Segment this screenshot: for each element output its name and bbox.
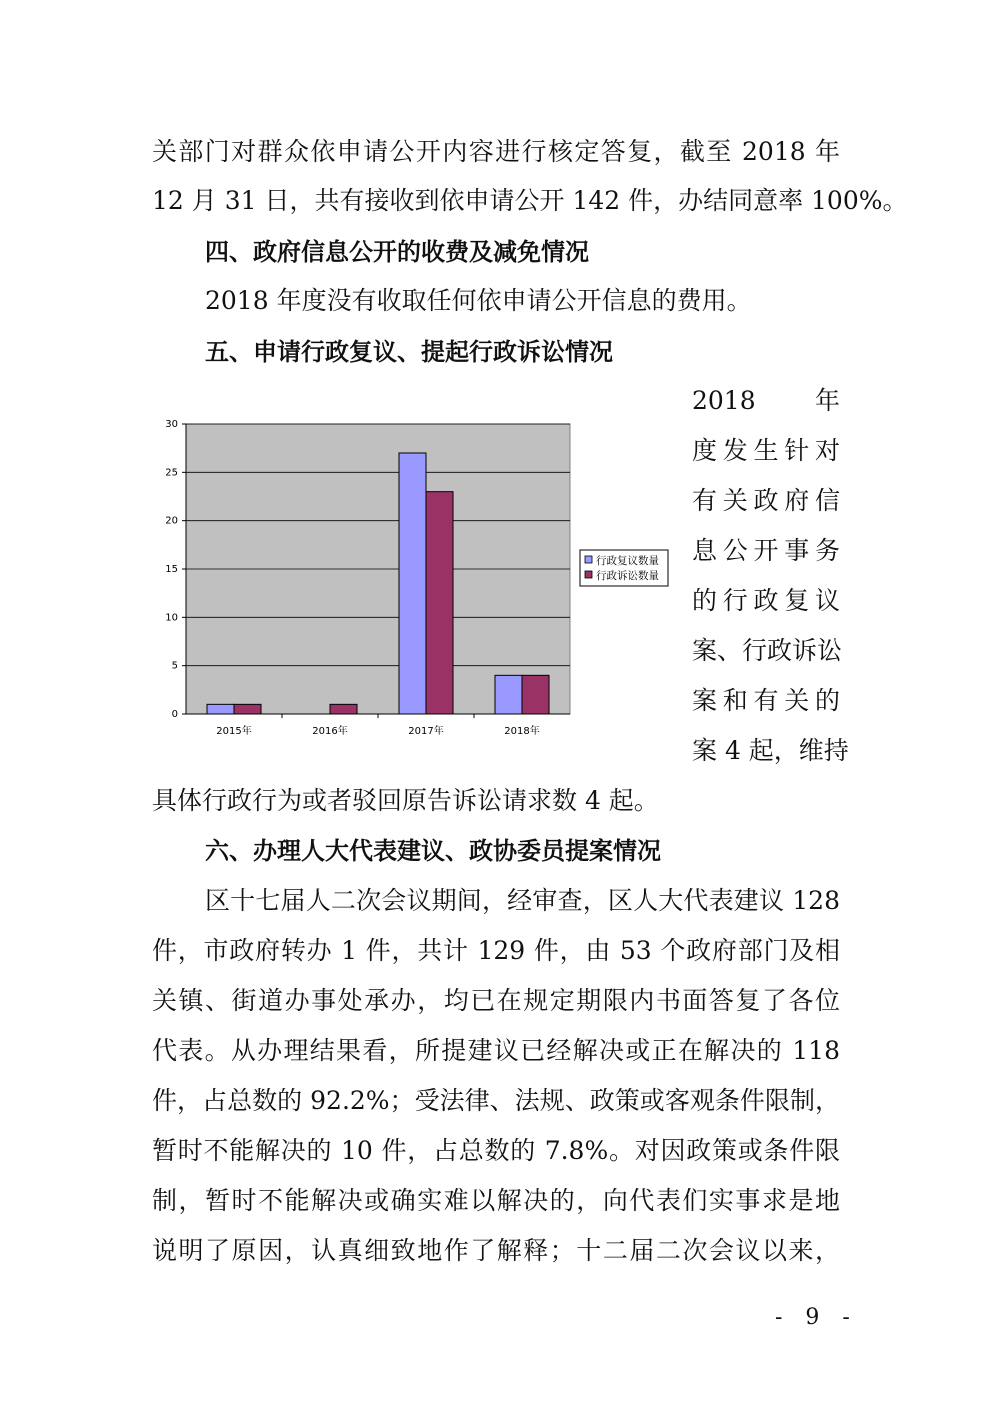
paragraph-line: 12 月 31 日，共有接收到依申请公开 142 件，办结同意率 100%。 [152,186,908,215]
paragraph-line: 暂时不能解决的 10 件，占总数的 7.8%。对因政策或条件限 [152,1136,840,1165]
section-heading-4: 四、政府信息公开的收费及减免情况 [205,238,589,266]
paragraph-line: 制，暂时不能解决或确实难以解决的，向代表们实事求是地 [152,1186,840,1215]
side-text-line: 度发生针对 [692,436,840,465]
legend-label: 行政诉讼数量 [596,570,659,582]
paragraph-line: 具体行政行为或者驳回原告诉讼请求数 4 起。 [152,786,659,815]
bar [330,704,357,714]
side-text-line: 息公开事务 [692,536,840,565]
side-text-line: 案和有关的 [692,686,840,715]
paragraph-line: 2018 年度没有收取任何依申请公开信息的费用。 [205,286,752,315]
paragraph-line: 关部门对群众依申请公开内容进行核定答复，截至 2018 年 [152,137,840,166]
y-tick-label: 30 [165,419,178,430]
page-number: - 9 - [775,1305,858,1330]
side-text-line: 有关政府信 [692,486,840,515]
side-text-line: 案 4 起，维持 [692,736,849,765]
y-tick-label: 0 [171,709,178,720]
legend-swatch [585,571,592,578]
x-tick-label: 2015年 [216,726,252,737]
bar [234,704,261,714]
x-tick-label: 2017年 [408,726,444,737]
paragraph-line: 件，占总数的 92.2%；受法律、法规、政策或客观条件限制， [152,1086,840,1115]
y-tick-label: 20 [165,515,178,527]
side-text-line: 2018 年 [692,386,840,415]
bar [399,453,426,714]
paragraph-line: 说明了原因，认真细致地作了解释；十二届二次会议以来， [152,1236,840,1265]
y-tick-label: 10 [165,612,178,624]
section-heading-6: 六、办理人大代表建议、政协委员提案情况 [205,837,661,865]
bar [495,675,522,714]
paragraph-line: 代表。从办理结果看，所提建议已经解决或正在解决的 118 [152,1036,840,1065]
y-tick-label: 25 [165,467,178,479]
y-tick-label: 5 [171,660,178,672]
bar [522,675,549,714]
y-tick-label: 15 [165,564,178,575]
side-text-line: 的行政复议 [692,586,840,615]
paragraph-line: 区十七届人二次会议期间，经审查，区人大代表建议 128 [205,886,840,915]
paragraph-line: 关镇、街道办事处承办，均已在规定期限内书面答复了各位 [152,986,840,1015]
bar [207,704,234,714]
section-heading-5: 五、申请行政复议、提起行政诉讼情况 [205,338,613,366]
legend-label: 行政复议数量 [596,555,659,567]
side-text-line: 案、行政诉讼 [692,636,843,665]
paragraph-line: 件，市政府转办 1 件，共计 129 件，由 53 个政府部门及相 [152,936,840,965]
x-tick-label: 2016年 [312,726,348,737]
bar [426,492,453,714]
legend-swatch [585,556,592,563]
bar-chart [150,410,680,750]
x-tick-label: 2018年 [504,726,540,737]
